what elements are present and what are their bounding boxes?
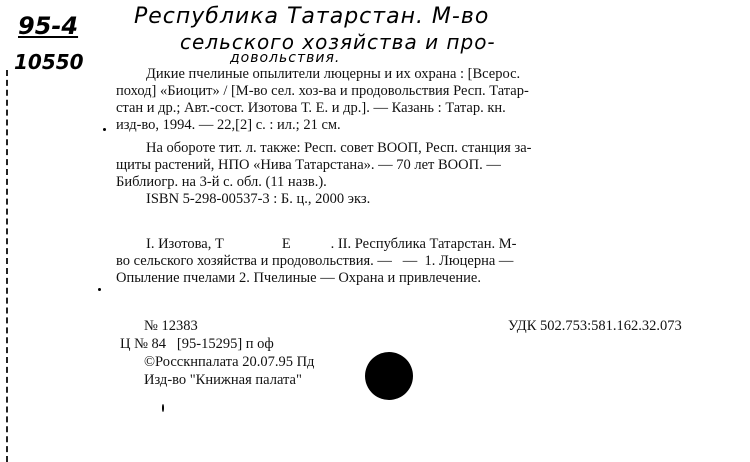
entry-number: Ц № 84 [95-15295] п оф [120,336,274,352]
handwritten-code-top: 95-4 [18,12,79,40]
handwritten-heading-line-1: Республика Татарстан. М-во [134,4,490,29]
record-number: № 12383 [144,318,198,334]
note-line: Библиогр. на 3-й с. обл. (11 назв.). [116,174,327,190]
handwritten-heading-line-3: довольствия. [230,50,341,66]
isbn-line: ISBN 5-298-00537-3 : Б. ц., 2000 экз. [146,191,371,207]
handwritten-code-bottom: 10550 [14,50,84,74]
card-tracings [116,236,716,287]
note-line: На обороте тит. л. также: Респ. совет ВООП, Респ. станция за- [146,140,532,156]
card-left-dashed-border [6,70,8,462]
description-line: Дикие пчелиные опылители люцерны и их охрана : [Всерос. [146,66,521,82]
publisher-line: Изд-во "Книжная палата" [144,372,302,388]
tracing-line: во сельского хозяйства и продовольствия. — — 1. Люцерна — [116,253,514,269]
ink-blot-stamp [365,352,413,400]
copyright-line: ©Росскнпалата 20.07.95 Пд [144,354,315,370]
ink-speck [98,288,101,291]
tracing-line: Опыление пчелами 2. Пчелиные — Охрана и привлечение. [116,270,481,286]
ink-speck [103,128,106,131]
bibliographic-description [116,66,716,134]
udk-classification: УДК 502.753:581.162.32.073 [508,318,682,334]
description-line: изд-во, 1994. — 22,[2] с. : ил.; 21 см. [116,117,341,133]
tracing-line: I. Изотова, Т Е . II. Республика Татарстан. М- [146,236,517,252]
description-line: поход] «Биоцит» / [М-во сел. хоз-ва и продовольствия Респ. Татар- [116,83,529,99]
description-line: стан и др.; Авт.-сост. Изотова Т. Е. и др.]. — Казань : Татар. кн. [116,100,506,116]
ink-speck [162,404,164,412]
card-notes [116,140,716,208]
note-line: щиты растений, НПО «Нива Татарстана». — 70 лет ВООП. — [116,157,501,173]
handwritten-heading-line-2: сельского хозяйства и про- [180,30,496,54]
